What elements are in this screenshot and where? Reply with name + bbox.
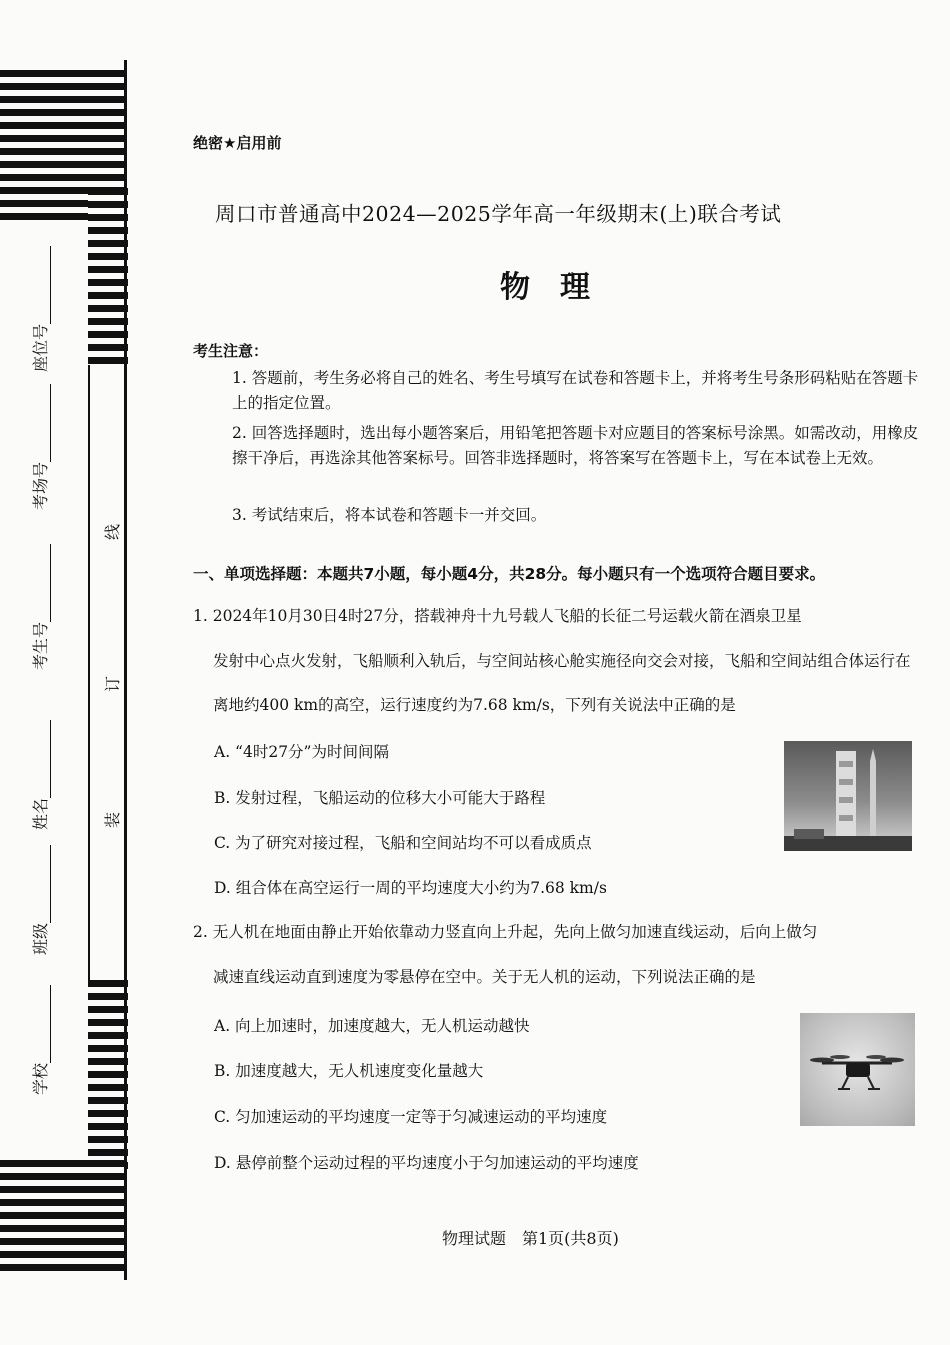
field-candidate-number xyxy=(28,538,51,670)
notice-item: 2. 回答选择题时，选出每小题答案后，用铅笔把答题卡对应题目的答案标号涂黑。如需改动，用橡皮擦干净后，再选涂其他答案标号。回答非选择题时，将答案写在答题卡上，写在本试卷上无效。 xyxy=(232,424,919,467)
question-2-option-b: B. 加速度越大，无人机速度变化量越大 xyxy=(214,1062,484,1080)
binding-line-inner xyxy=(88,365,90,985)
question-1-option-b: B. 发射过程，飞船运动的位移大小可能大于路程 xyxy=(214,789,546,807)
binding-mark-staple: 订 xyxy=(103,675,122,692)
question-2-option-a: A. 向上加速时，加速度越大，无人机运动越快 xyxy=(214,1017,530,1035)
question-stem-continuation: 发射中心点火发射，飞船顺利入轨后，与空间站核心舱实施径向交会对接，飞船和空间站组合体运行在离地约400 km的高空，运行速度约为7.68 km/s，下列有关说法中正确的是 xyxy=(213,651,911,714)
question-2-stem xyxy=(193,910,918,999)
field-blank[interactable] xyxy=(34,985,51,1063)
question-1-option-d: D. 组合体在高空运行一周的平均速度大小约为7.68 km/s xyxy=(214,879,607,897)
question-stem-line: 2. 无人机在地面由静止开始依靠动力竖直向上升起，先向上做匀加速直线运动，后向上做匀 xyxy=(193,923,818,941)
field-blank[interactable] xyxy=(34,246,51,324)
binding-mark-line: 线 xyxy=(103,523,122,540)
field-label: 姓名 xyxy=(31,797,50,830)
rocket-launch-photo xyxy=(784,741,912,851)
question-stem-line: 1. 2024年10月30日4时27分，搭载神舟十九号载人飞船的长征二号运载火箭在酒泉卫星 xyxy=(193,607,802,625)
question-stem-continuation: 减速直线运动直到速度为零悬停在空中。关于无人机的运动，下列说法正确的是 xyxy=(213,967,756,986)
field-school xyxy=(28,979,51,1095)
drone-image xyxy=(800,1013,915,1126)
field-label: 座位号 xyxy=(31,323,50,372)
section-heading: 一、单项选择题：本题共7小题，每小题4分，共28分。每小题只有一个选项符合题目要求。 xyxy=(193,565,826,583)
question-2-option-d: D. 悬停前整个运动过程的平均速度小于匀加速运动的平均速度 xyxy=(214,1154,639,1172)
notice-item: 1. 答题前，考生务必将自己的姓名、考生号填写在试卷和答题卡上，并将考生号条形码粘贴在答题卡上的指定位置。 xyxy=(232,369,919,412)
binding-line-outer xyxy=(124,60,127,1280)
field-room-number xyxy=(28,378,51,510)
binding-mark-bind: 装 xyxy=(103,811,122,828)
field-seat-number xyxy=(28,240,51,372)
field-blank[interactable] xyxy=(34,845,51,923)
notice-item: 3. 考试结束后，将本试卷和答题卡一并交回。 xyxy=(232,506,547,524)
field-blank[interactable] xyxy=(34,544,51,622)
binding-stripes-bottom xyxy=(0,1160,126,1275)
exam-title: 周口市普通高中2024—2025学年高一年级期末(上)联合考试 xyxy=(215,202,782,226)
drone-photo xyxy=(800,1013,915,1126)
page-footer: 物理试题 第1页(共8页) xyxy=(442,1229,619,1248)
subject-title: 物理 xyxy=(500,270,620,305)
confidential-label: 绝密★启用前 xyxy=(193,134,282,152)
field-name xyxy=(28,714,51,830)
question-1-stem xyxy=(193,594,918,728)
question-1-option-c: C. 为了研究对接过程，飞船和空间站均不可以看成质点 xyxy=(214,834,592,852)
field-blank[interactable] xyxy=(34,720,51,798)
field-label: 考生号 xyxy=(31,621,50,670)
binding-stripes-inner-bottom xyxy=(88,980,128,1170)
field-label: 考场号 xyxy=(31,461,50,510)
notice-heading: 考生注意： xyxy=(193,342,269,360)
field-label: 班级 xyxy=(31,922,50,955)
binding-strip xyxy=(0,0,128,1345)
rocket-launch-image xyxy=(784,741,912,851)
question-2-option-c: C. 匀加速运动的平均速度一定等于匀减速运动的平均速度 xyxy=(214,1108,608,1126)
field-label: 学校 xyxy=(31,1062,50,1095)
question-1-option-a: A. “4时27分”为时间间隔 xyxy=(214,743,389,761)
binding-stripes-inner-top xyxy=(88,188,128,368)
field-class xyxy=(28,839,51,955)
field-blank[interactable] xyxy=(34,384,51,462)
